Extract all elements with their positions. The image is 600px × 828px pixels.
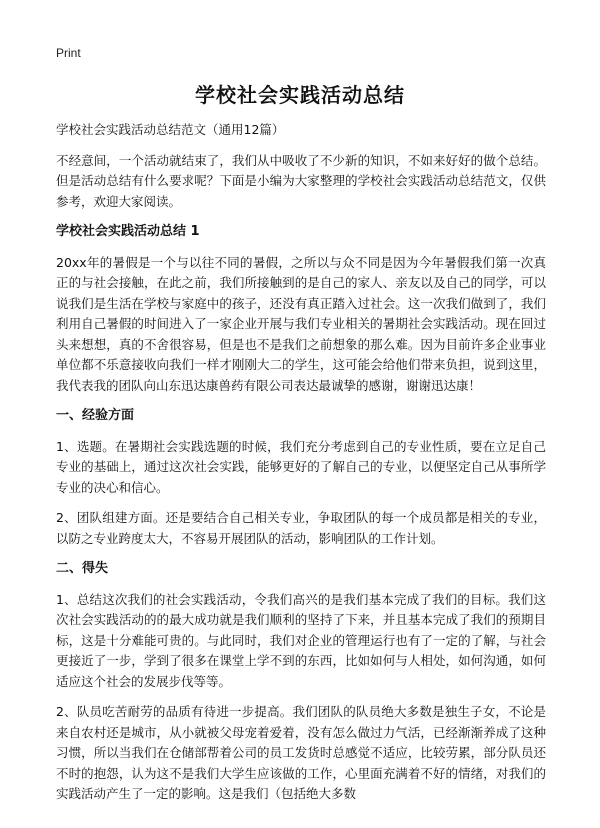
experience-paragraph-1: 1、选题。在暑期社会实践选题的时候，我们充分考虑到自己的专业性质，要在立足自己专业的基础上，通过这次社会实践，能够更好的了解自己的专业，以便坚定自己从事所学专业的决心和信心。 — [56, 438, 546, 495]
experience-paragraph-2: 2、团队组建方面。还是要结合自己相关专业，争取团队的每一个成员都是相关的专业，以防之专业跨度太大，不容易开展团队的活动，影响团队的工作计划。 — [56, 510, 546, 546]
section-heading-1: 学校社会实践活动总结 1 — [56, 224, 200, 239]
print-link[interactable]: Print — [56, 46, 81, 60]
intro-paragraph: 不经意间，一个活动就结束了，我们从中吸收了不少新的知识，不如来好好的做个总结。但是活动总结有什么要求呢？下面是小编为大家整理的学校社会实践活动总结范文，仅供参考，欢迎大家阅读。 — [56, 152, 546, 209]
document-body — [56, 120, 546, 815]
document-title: 学校社会实践活动总结 — [195, 83, 405, 107]
gains-paragraph-1: 1、总结这次我们的社会实践活动，令我们高兴的是我们基本完成了我们的目标。我们这次社会实践活动的的最大成功就是我们顺利的坚持了下来，并且基本完成了我们的预期目标，这是十分难能可贵的。与此同时，我们对企业的管理运行也有了一定的了解，与社会更接近了一步，学到了很多在课堂上学不到的东西，比如如何与人相处，如何沟通，如何适应这个社会的发展步伐等等。 — [56, 591, 546, 689]
document-subtitle: 学校社会实践活动总结范文（通用12篇） — [56, 122, 285, 137]
heading-gains: 二、得失 — [56, 561, 109, 576]
gains-paragraph-2: 2、队员吃苦耐劳的品质有待进一步提高。我们团队的队员绝大多数是独生子女，不论是来自农村还是城市，从小就被父母宠着爱着，没有怎么做过力气活，已经渐渐养成了这种习惯，所以当我们在仓储部帮着公司的员工发货时总感觉不适应，比较劳累，部分队员还不时的抱怨，认为这不是我们大学生应该做的工作，心里面充满着不好的情绪，对我们的实践活动产生了一定的影响。这是我们（包括绝大多数 — [56, 704, 546, 801]
section-1-paragraph: 20xx年的暑假是一个与以往不同的暑假，之所以与众不同是因为今年暑假我们第一次真正的与社会接触，在此之前，我们所接触到的是自己的家人、亲友以及自己的同学，可以说我们是生活在学校与家庭中的孩子，还没有真正踏入过社会。这一次我们做到了，我们利用自己暑假的时间进入了一家企业开展与我们专业相关的暑期社会实践活动。现在回过头来想想，真的不舍很容易，但是也不是我们之前想象的那么难。因为目前许多企业事业单位都不乐意接收向我们一样才刚刚大二的学生，这可能会给他们带来负担，说到这里，我代表我的团队向山东迅达康兽药有限公司表达最诚挚的感谢，谢谢迅达康！ — [56, 254, 546, 393]
heading-experience: 一、经验方面 — [56, 408, 135, 423]
